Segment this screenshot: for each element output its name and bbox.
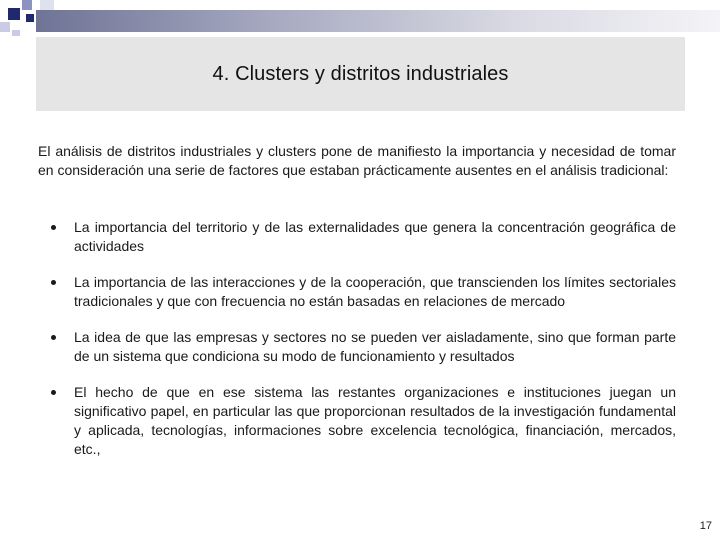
bullet-text: La importancia de las interacciones y de la cooperación, que transcienden los límites sectoriales tradicionales y que con frecuencia no están basadas en relaciones de mercado (74, 274, 676, 309)
bullet-item (50, 383, 676, 459)
bullet-item (50, 328, 676, 366)
bullet-item (50, 273, 676, 311)
bullet-item (50, 218, 676, 256)
bullet-dot-icon (51, 280, 56, 285)
bullet-text: El hecho de que en ese sistema las restantes organizaciones e instituciones juegan un significativo papel, en particular las que proporcionan resultados de la investigación fundamental y aplicada, tecnologías, informaciones sobre excelencia tecnológica, financiación, mercados, etc., (74, 384, 676, 457)
slide-title: 4. Clusters y distritos industriales (212, 62, 509, 85)
bullet-dot-icon (51, 390, 56, 395)
bullet-text: La idea de que las empresas y sectores no se pueden ver aisladamente, sino que forman parte de un sistema que condiciona su modo de funcionamiento y resultados (74, 329, 676, 364)
intro-paragraph: El análisis de distritos industriales y clusters pone de manifiesto la importancia y necesidad de tomar en consideración una serie de factores que estaban prácticamente ausentes en el análisis tradicional: (38, 143, 676, 178)
corner-square-dark (8, 8, 20, 20)
corner-square-dark-2 (26, 14, 34, 22)
bullet-text: La importancia del territorio y de las externalidades que genera la concentración geográfica de actividades (74, 219, 676, 254)
corner-square-light (0, 22, 10, 32)
corner-square-mid (22, 0, 32, 10)
bullet-dot-icon (51, 225, 56, 230)
page-number: 17 (699, 520, 712, 532)
header-gradient-band (36, 10, 720, 32)
bullet-dot-icon (51, 335, 56, 340)
bullet-list (50, 218, 676, 476)
corner-square-light-2 (12, 30, 20, 36)
corner-square-pale (40, 0, 54, 10)
title-box (36, 37, 685, 111)
